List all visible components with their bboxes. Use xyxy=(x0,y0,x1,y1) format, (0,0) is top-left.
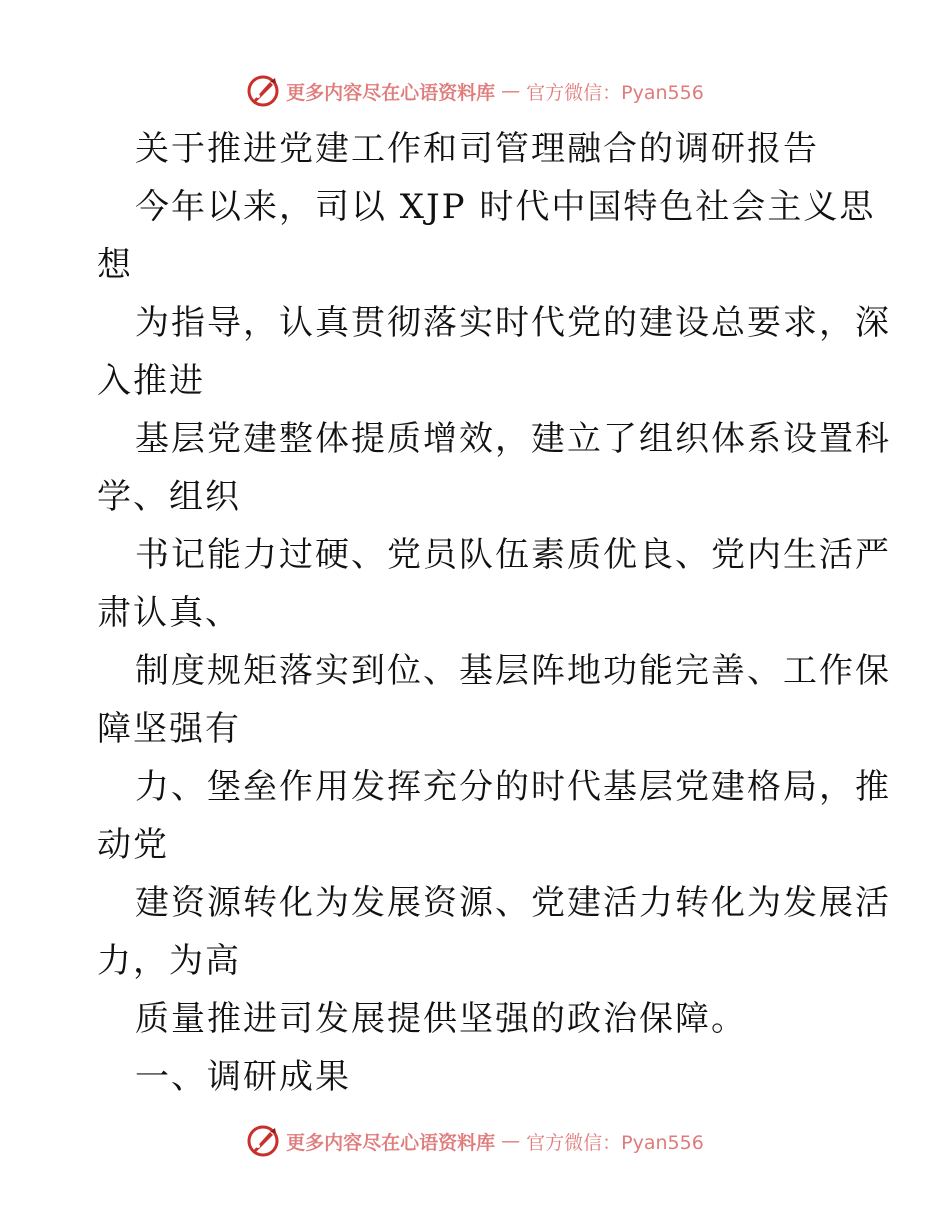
paragraph-line: 入推进 xyxy=(97,361,205,401)
footer-banner xyxy=(0,1121,950,1161)
site-name: 更多内容尽在心语资料库 xyxy=(286,81,496,104)
wechat-contact: 官方微信：Pyan556 xyxy=(526,81,704,104)
paragraph-line: 建资源转化为发展资源、党建活力转化为发展活 xyxy=(135,883,891,923)
header-banner xyxy=(0,71,950,111)
paragraph-line: 为指导，认真贯彻落实时代党的建设总要求，深 xyxy=(135,303,891,343)
paragraph-line: 力，为高 xyxy=(97,941,241,981)
paragraph-line: 学、组织 xyxy=(97,477,241,517)
paragraph-line: 制度规矩落实到位、基层阵地功能完善、工作保 xyxy=(135,651,891,691)
quill-pen-icon xyxy=(246,74,280,108)
paragraph-line: 今年以来，司以 XJP 时代中国特色社会主义思 xyxy=(135,187,876,227)
paragraph-line: 基层党建整体提质增效，建立了组织体系设置科 xyxy=(135,419,891,459)
paragraph-line: 想 xyxy=(97,245,133,285)
document-body xyxy=(97,120,891,1106)
paragraph-line: 动党 xyxy=(97,825,169,865)
paragraph-line: 肃认真、 xyxy=(97,593,241,633)
quill-pen-icon xyxy=(246,1124,280,1158)
document-title: 关于推进党建工作和司管理融合的调研报告 xyxy=(135,129,819,169)
banner-separator: — xyxy=(501,1130,521,1152)
paragraph-line: 质量推进司发展提供坚强的政治保障。 xyxy=(135,999,747,1039)
site-name: 更多内容尽在心语资料库 xyxy=(286,1131,496,1154)
wechat-contact: 官方微信：Pyan556 xyxy=(526,1131,704,1154)
paragraph-line: 力、堡垒作用发挥充分的时代基层党建格局，推 xyxy=(135,767,891,807)
section-heading: 一、调研成果 xyxy=(135,1057,351,1097)
paragraph-line: 书记能力过硬、党员队伍素质优良、党内生活严 xyxy=(135,535,891,575)
banner-separator: — xyxy=(501,80,521,102)
paragraph-line: 障坚强有 xyxy=(97,709,241,749)
